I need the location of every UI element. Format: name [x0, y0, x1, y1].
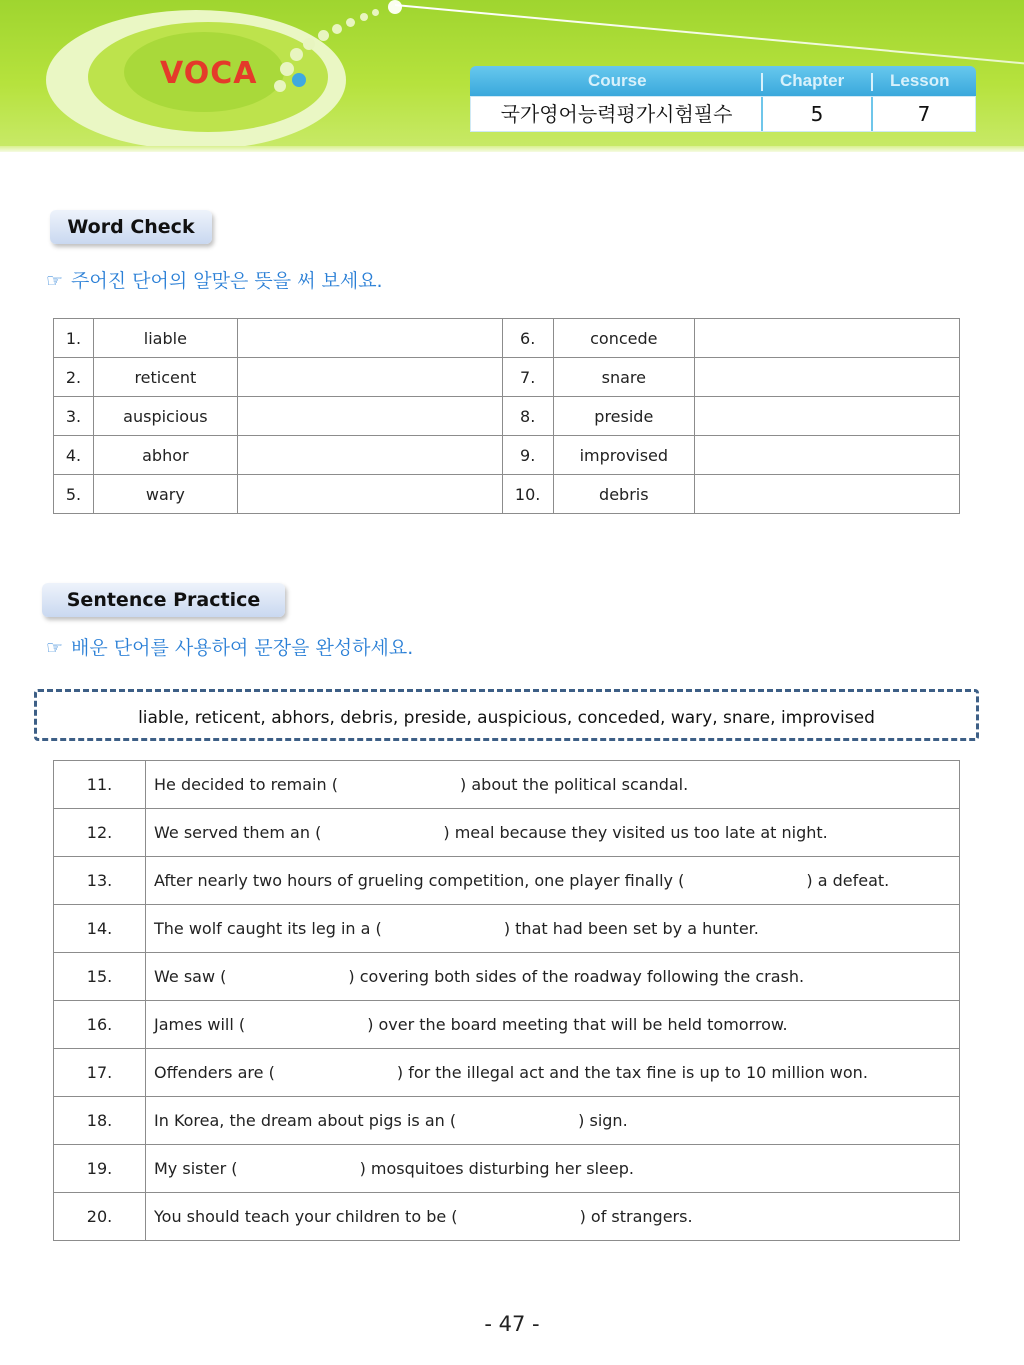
- header-separator: [761, 73, 763, 91]
- word-number: 4.: [54, 436, 94, 475]
- word-term: wary: [93, 475, 237, 514]
- sentence-text[interactable]: He decided to remain ( ) about the political scandal.: [146, 761, 960, 809]
- word-check-instruction: [46, 266, 383, 293]
- sentence-row: [54, 1145, 960, 1193]
- meaning-blank[interactable]: [237, 358, 502, 397]
- beam-dot: [388, 0, 402, 14]
- decor-dot-blue: [292, 73, 306, 87]
- word-term: improvised: [553, 436, 694, 475]
- hand-pointer-icon: ☞: [46, 637, 64, 659]
- sentence-text[interactable]: We saw ( ) covering both sides of the roadway following the crash.: [146, 953, 960, 1001]
- sentence-row: [54, 953, 960, 1001]
- word-check-title: Word Check: [50, 210, 212, 244]
- sentence-row: [54, 1097, 960, 1145]
- decor-dot: [280, 62, 294, 76]
- meaning-blank[interactable]: [695, 319, 960, 358]
- sentence-row: [54, 1049, 960, 1097]
- chapter-value: 5: [810, 102, 824, 126]
- sentence-number: 17.: [54, 1049, 146, 1097]
- sentence-row: [54, 1001, 960, 1049]
- decor-dot: [303, 38, 315, 50]
- sentence-number: 16.: [54, 1001, 146, 1049]
- course-value: 국가영어능력평가시험필수: [500, 102, 733, 126]
- word-check-row: [54, 475, 960, 514]
- sentence-text[interactable]: After nearly two hours of grueling competition, one player finally ( ) a defeat.: [146, 857, 960, 905]
- word-check-table: [53, 318, 960, 514]
- word-term: auspicious: [93, 397, 237, 436]
- hand-pointer-icon: ☞: [46, 270, 64, 292]
- sentence-practice-instruction-text: 배운 단어를 사용하여 문장을 완성하세요.: [71, 637, 414, 659]
- course-info-values: [470, 96, 976, 132]
- header-separator: [871, 73, 873, 91]
- word-number: 8.: [502, 397, 553, 436]
- meaning-blank[interactable]: [237, 397, 502, 436]
- sentence-number: 13.: [54, 857, 146, 905]
- word-number: 2.: [54, 358, 94, 397]
- sentence-text[interactable]: Offenders are ( ) for the illegal act and the tax fine is up to 10 million won.: [146, 1049, 960, 1097]
- word-number: 9.: [502, 436, 553, 475]
- word-term: reticent: [93, 358, 237, 397]
- sentence-practice-title: Sentence Practice: [42, 583, 285, 617]
- sentence-number: 18.: [54, 1097, 146, 1145]
- sentence-number: 14.: [54, 905, 146, 953]
- word-term: preside: [553, 397, 694, 436]
- decor-dot: [290, 48, 303, 61]
- voca-logo: VOCA: [160, 56, 258, 91]
- course-info-header: [470, 66, 976, 96]
- word-number: 10.: [502, 475, 553, 514]
- header-banner: [0, 0, 1024, 152]
- sentence-text[interactable]: The wolf caught its leg in a ( ) that had been set by a hunter.: [146, 905, 960, 953]
- word-check-instruction-text: 주어진 단어의 알맞은 뜻을 써 보세요.: [71, 270, 383, 292]
- word-bank-box: liable, reticent, abhors, debris, preside, auspicious, conceded, wary, snare, improvised: [34, 689, 979, 741]
- word-number: 1.: [54, 319, 94, 358]
- word-check-row: [54, 319, 960, 358]
- word-term: concede: [553, 319, 694, 358]
- decor-dot: [318, 30, 329, 41]
- light-beam: [395, 4, 1024, 65]
- sentence-number: 11.: [54, 761, 146, 809]
- meaning-blank[interactable]: [695, 436, 960, 475]
- sentence-row: [54, 857, 960, 905]
- sentence-number: 20.: [54, 1193, 146, 1241]
- sentence-text[interactable]: James will ( ) over the board meeting that will be held tomorrow.: [146, 1001, 960, 1049]
- meaning-blank[interactable]: [695, 397, 960, 436]
- sentence-number: 19.: [54, 1145, 146, 1193]
- word-number: 6.: [502, 319, 553, 358]
- word-term: liable: [93, 319, 237, 358]
- sentence-text[interactable]: In Korea, the dream about pigs is an ( ) sign.: [146, 1097, 960, 1145]
- word-check-row: [54, 436, 960, 475]
- sentence-number: 15.: [54, 953, 146, 1001]
- sentence-text[interactable]: We served them an ( ) meal because they visited us too late at night.: [146, 809, 960, 857]
- sentence-text[interactable]: You should teach your children to be ( ) of strangers.: [146, 1193, 960, 1241]
- course-info-box: [470, 66, 976, 132]
- decor-dot: [332, 24, 342, 34]
- word-number: 7.: [502, 358, 553, 397]
- meaning-blank[interactable]: [237, 475, 502, 514]
- word-term: debris: [553, 475, 694, 514]
- header-underline: [0, 146, 1024, 152]
- sentence-row: [54, 905, 960, 953]
- word-number: 3.: [54, 397, 94, 436]
- lesson-value: 7: [917, 102, 931, 126]
- page-number: - 47 -: [484, 1312, 540, 1336]
- meaning-blank[interactable]: [237, 319, 502, 358]
- meaning-blank[interactable]: [237, 436, 502, 475]
- sentence-practice-instruction: [46, 633, 413, 660]
- decor-dot: [274, 80, 286, 92]
- sentence-row: [54, 809, 960, 857]
- sentence-row: [54, 761, 960, 809]
- course-label: Course: [588, 71, 647, 90]
- meaning-blank[interactable]: [695, 475, 960, 514]
- word-check-row: [54, 358, 960, 397]
- word-number: 5.: [54, 475, 94, 514]
- decor-dot: [346, 18, 355, 27]
- chapter-label: Chapter: [780, 71, 845, 90]
- word-term: abhor: [93, 436, 237, 475]
- sentence-number: 12.: [54, 809, 146, 857]
- meaning-blank[interactable]: [695, 358, 960, 397]
- decor-dot: [372, 9, 379, 16]
- word-term: snare: [553, 358, 694, 397]
- sentence-practice-table: [53, 760, 960, 1241]
- sentence-row: [54, 1193, 960, 1241]
- lesson-label: Lesson: [890, 71, 950, 90]
- decor-dot: [360, 13, 368, 21]
- sentence-text[interactable]: My sister ( ) mosquitoes disturbing her sleep.: [146, 1145, 960, 1193]
- word-check-row: [54, 397, 960, 436]
